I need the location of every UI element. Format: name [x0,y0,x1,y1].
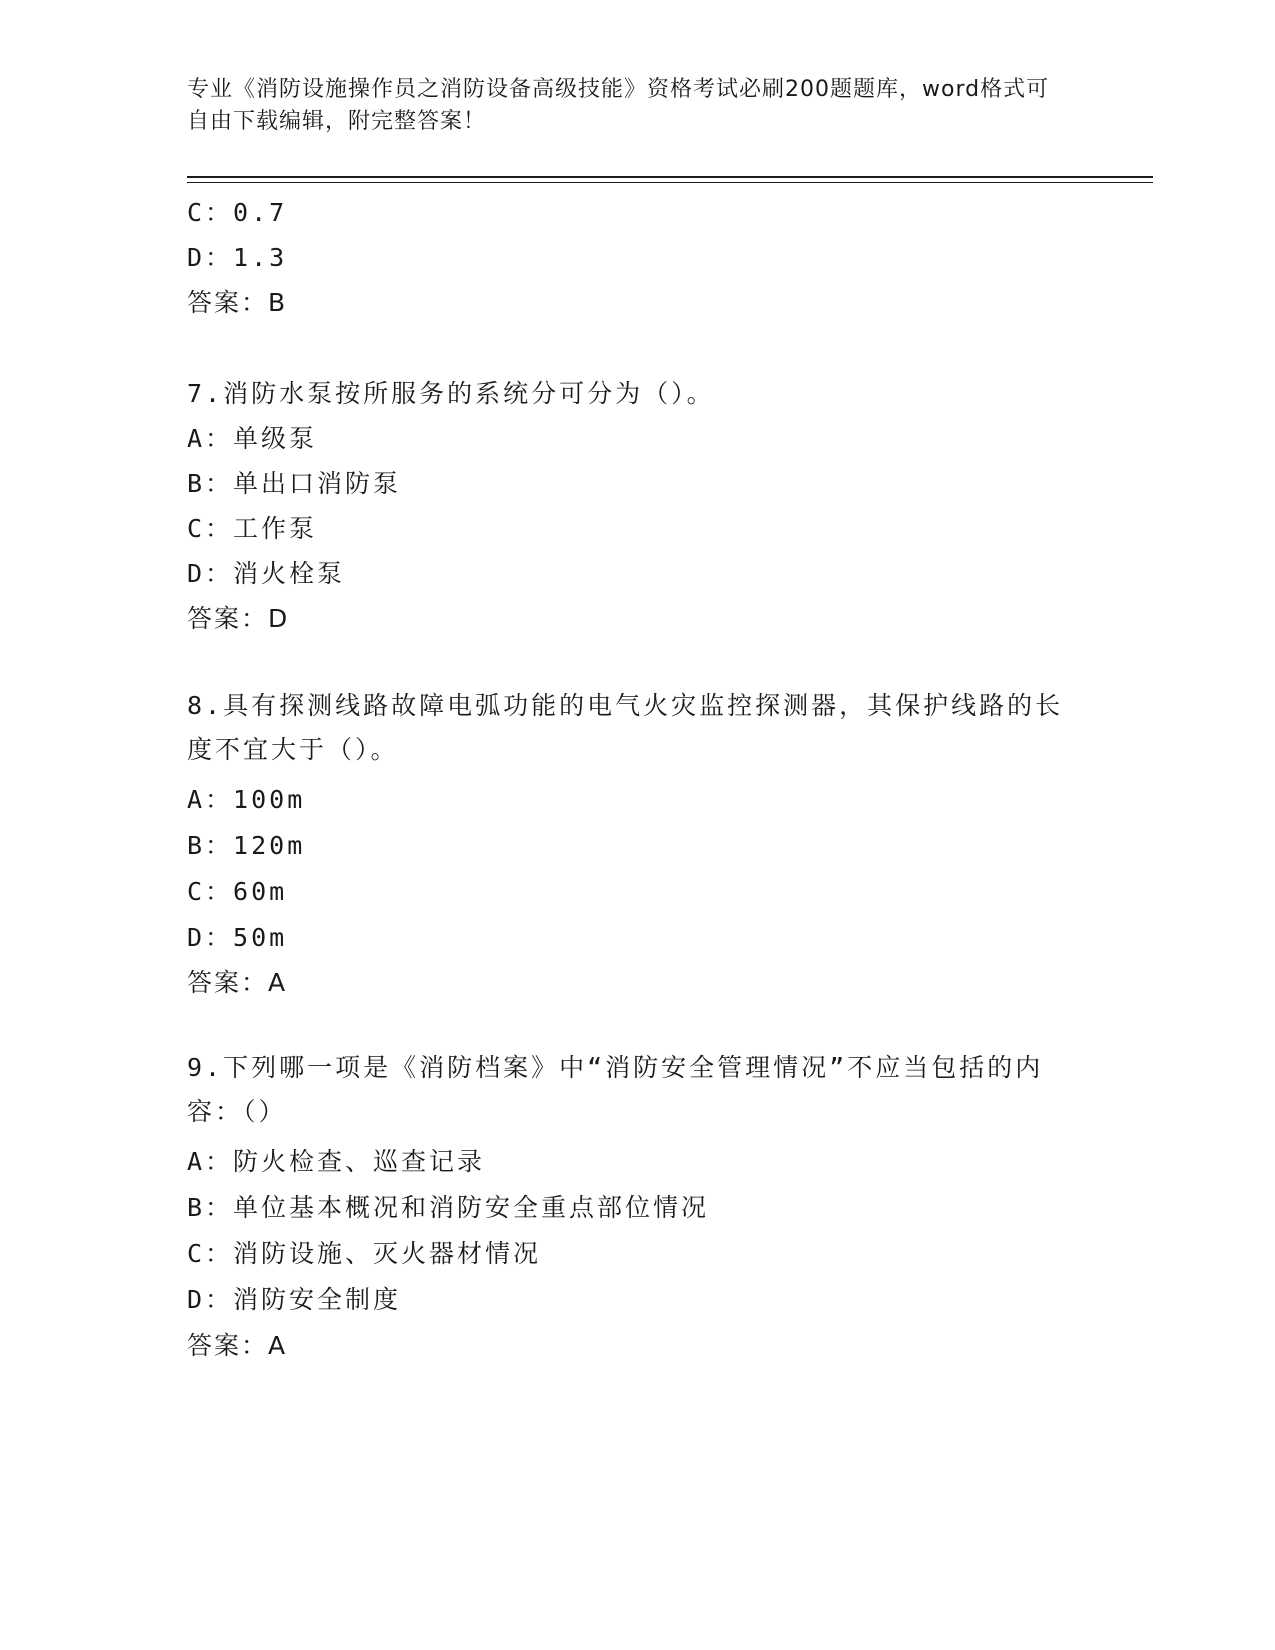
question-9-option-a: A：防火检查、巡查记录 [187,1147,486,1176]
question-7-answer: 答案：D [187,604,290,633]
question-9-option-b: B：单位基本概况和消防安全重点部位情况 [187,1193,710,1222]
question-7-option-c: C：工作泵 [187,514,318,543]
question-9-option-c: C：消防设施、灭火器材情况 [187,1239,542,1268]
question-7-option-a: A：单级泵 [187,424,318,453]
question-8-option-a: A：100m [187,785,306,814]
header-divider-thick [187,176,1153,178]
question-8-answer: 答案：A [187,968,288,997]
question-9-text: 9.下列哪一项是《消防档案》中“消防安全管理情况”不应当包括的内容：（） [187,1053,1044,1126]
question-8-option-b: B：120m [187,831,306,860]
question-7-option-d: D：消火栓泵 [187,559,346,588]
question-9-answer: 答案：A [187,1331,288,1360]
prev-answer: 答案：B [187,288,288,317]
document-header: 专业《消防设施操作员之消防设备高级技能》资格考试必刷200题题库，word格式可自由下载编辑，附完整答案！ [187,77,1050,134]
question-9-option-d: D：消防安全制度 [187,1285,402,1314]
question-8-option-d: D：50m [187,923,288,952]
question-7-option-b: B：单出口消防泵 [187,469,402,498]
question-8-option-c: C：60m [187,877,288,906]
header-divider-thin [187,182,1153,183]
prev-option-d: D：1.3 [187,243,288,272]
prev-option-c: C：0.7 [187,198,288,227]
question-7-text: 7.消防水泵按所服务的系统分可分为（）。 [187,379,715,408]
question-8-text: 8.具有探测线路故障电弧功能的电气火灾监控探测器，其保护线路的长度不宜大于（）。 [187,691,1064,764]
